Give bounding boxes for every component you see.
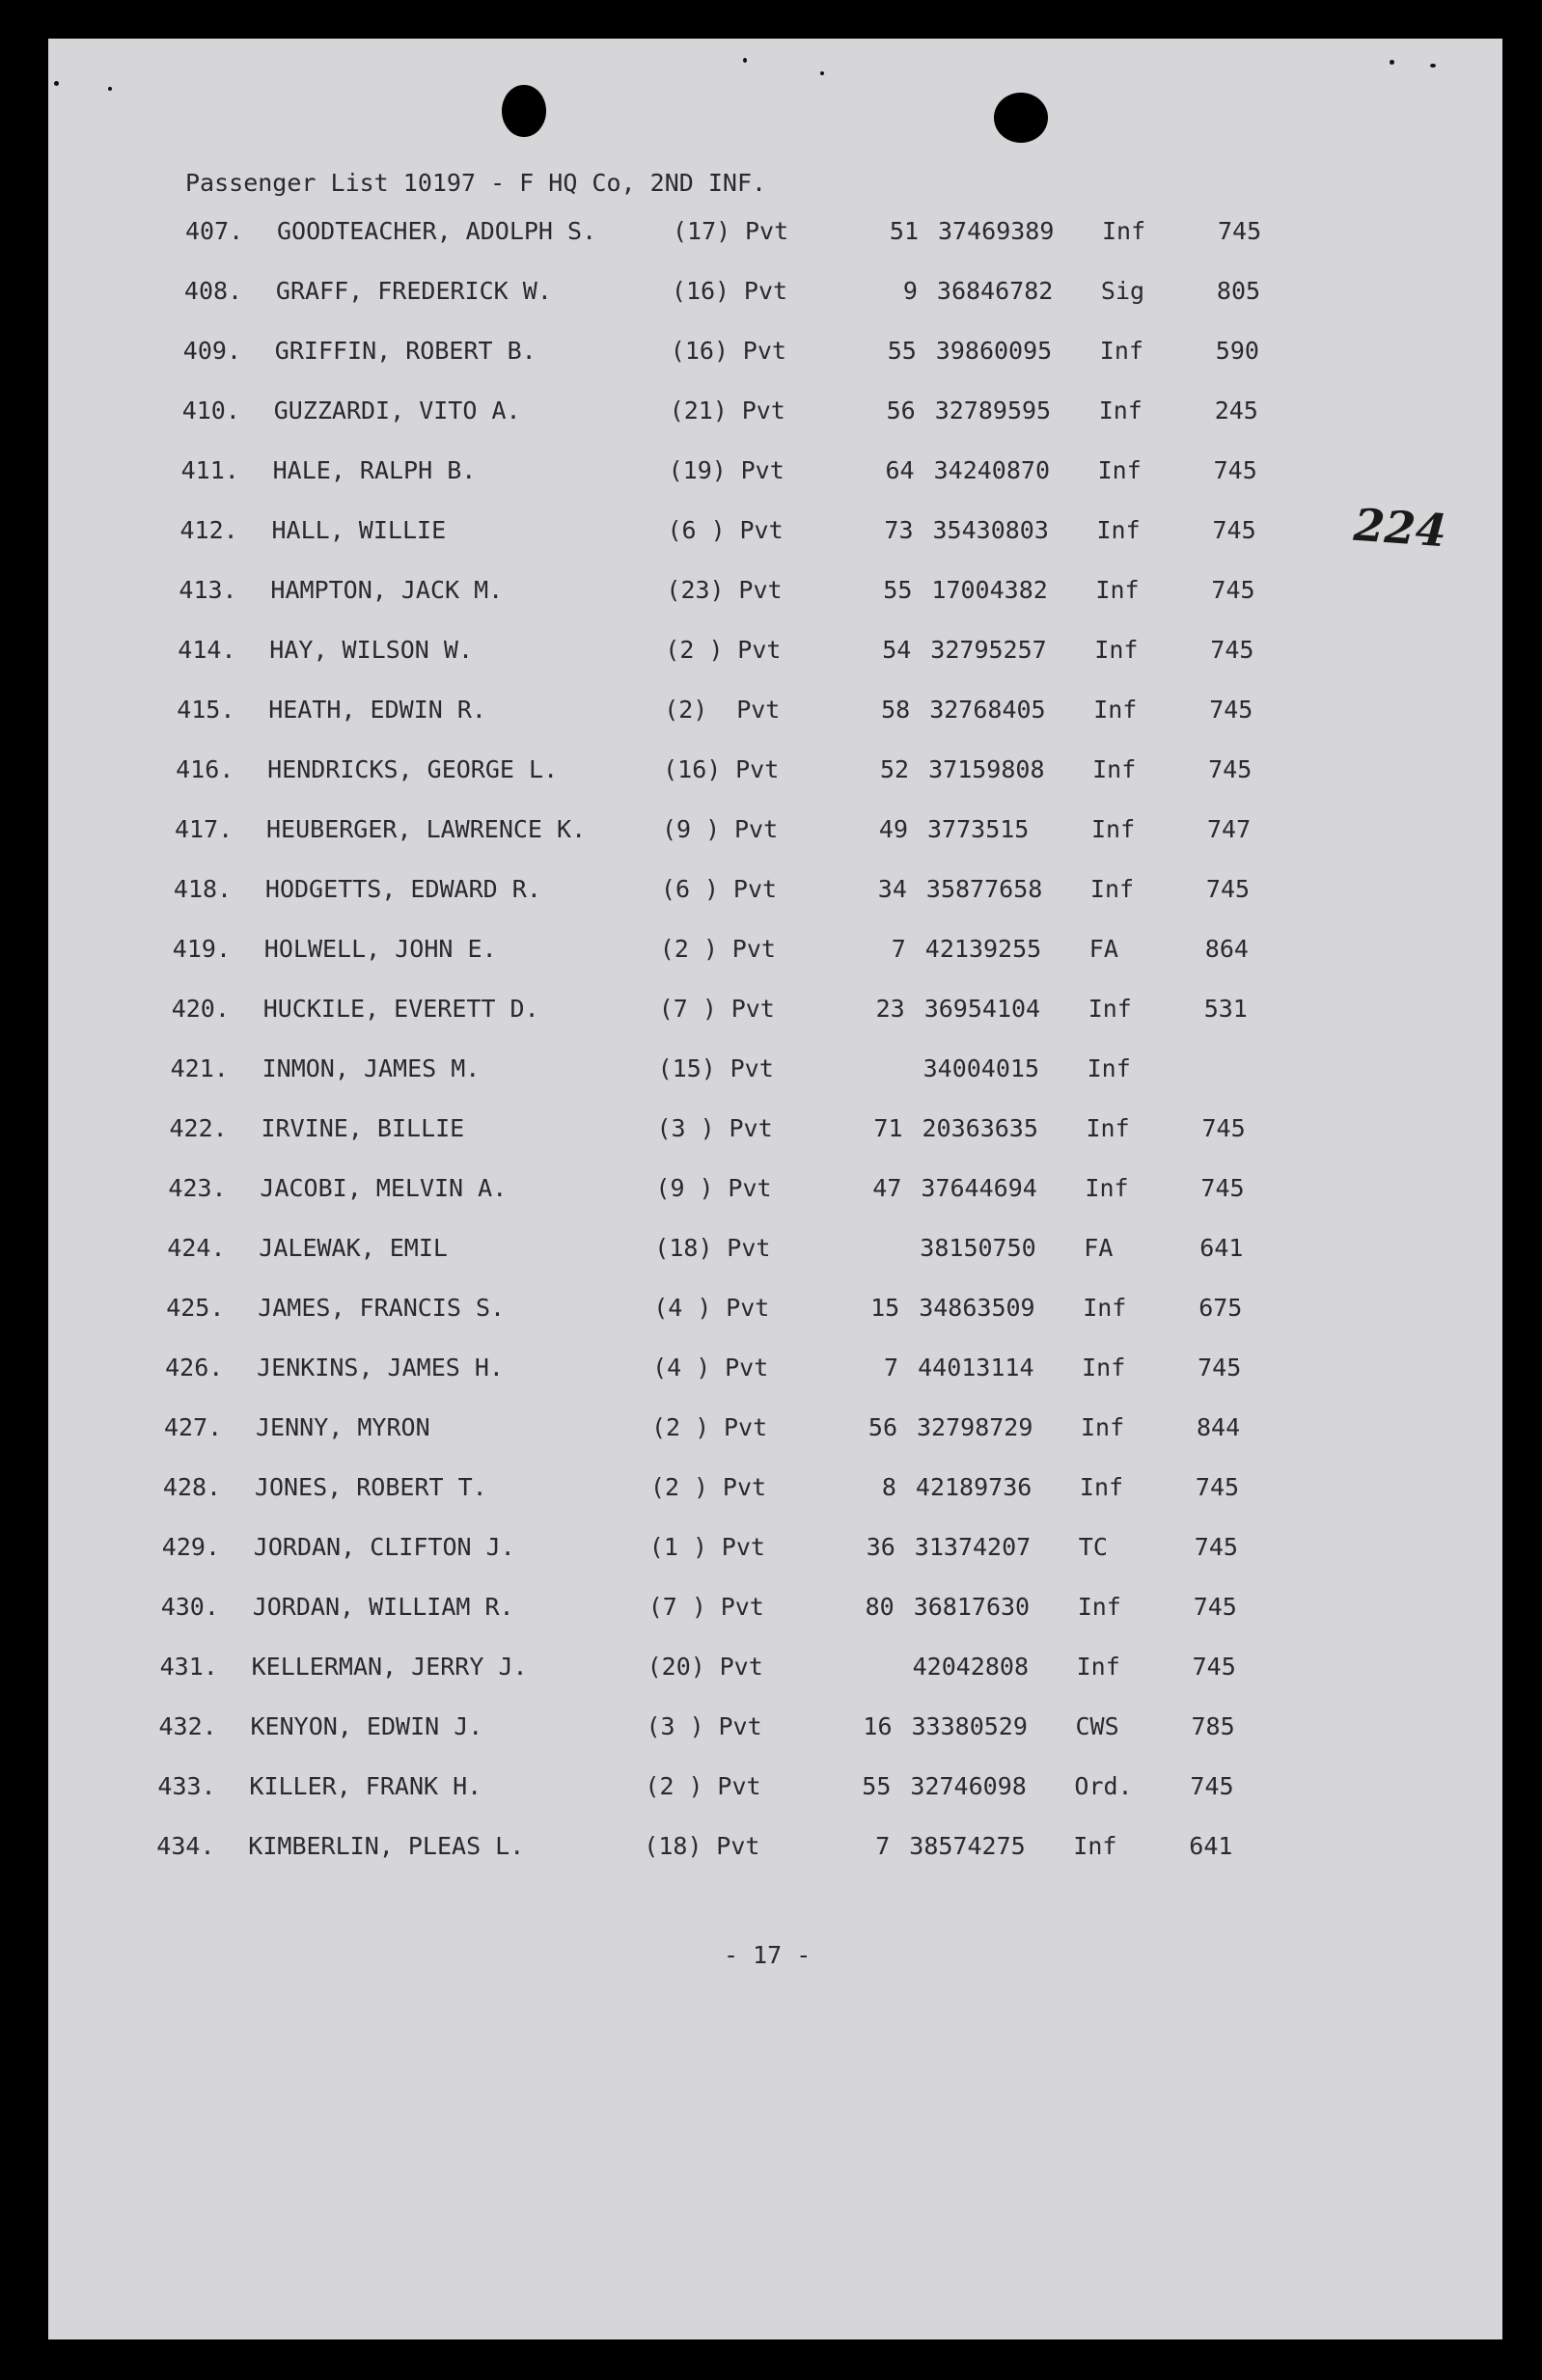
cell-seq: 51 bbox=[889, 217, 919, 245]
page-stamp: 224 bbox=[1352, 498, 1448, 558]
cell-grp: (19) bbox=[668, 456, 727, 484]
cell-name: JACOBI, MELVIN A. bbox=[260, 1174, 508, 1202]
cell-grp: (21) bbox=[669, 397, 728, 424]
cell-rank: Pvt bbox=[741, 397, 785, 424]
table-row bbox=[172, 995, 1502, 1033]
cell-grp: (1 ) bbox=[648, 1533, 708, 1561]
cell-rank: Pvt bbox=[719, 1653, 763, 1681]
table-row bbox=[163, 1473, 1502, 1512]
cell-seq: 16 bbox=[863, 1712, 893, 1740]
cell-grp: (23) bbox=[666, 576, 725, 604]
cell-serial: 32789595 bbox=[934, 397, 1052, 424]
table-row bbox=[181, 456, 1502, 495]
cell-rank: Pvt bbox=[739, 516, 784, 544]
cell-no: 410. bbox=[181, 397, 240, 424]
cell-no: 423. bbox=[168, 1174, 227, 1202]
cell-rank: Pvt bbox=[745, 217, 789, 245]
cell-rank: Pvt bbox=[716, 1832, 760, 1860]
cell-arm: Inf bbox=[1077, 1593, 1121, 1621]
cell-grp: (20) bbox=[647, 1653, 705, 1681]
table-row bbox=[171, 1054, 1502, 1093]
cell-seq: 64 bbox=[885, 456, 915, 484]
cell-rank: Pvt bbox=[730, 995, 775, 1023]
cell-code: 785 bbox=[1191, 1712, 1235, 1740]
cell-no: 408. bbox=[183, 277, 243, 305]
cell-arm: Inf bbox=[1092, 755, 1137, 783]
cell-name: JENKINS, JAMES H. bbox=[257, 1354, 504, 1381]
cell-no: 421. bbox=[170, 1054, 229, 1082]
cell-rank: Pvt bbox=[735, 755, 780, 783]
cell-serial: 3773515 bbox=[927, 815, 1030, 843]
cell-name: HAY, WILSON W. bbox=[269, 636, 474, 664]
cell-rank: Pvt bbox=[729, 1114, 773, 1142]
cell-serial: 17004382 bbox=[931, 576, 1048, 604]
cell-grp: (18) bbox=[654, 1234, 713, 1262]
table-row bbox=[168, 1174, 1502, 1213]
cell-seq: 55 bbox=[862, 1772, 892, 1800]
cell-no: 407. bbox=[185, 217, 244, 245]
table-row bbox=[174, 875, 1502, 914]
cell-seq: 56 bbox=[867, 1413, 897, 1441]
cell-seq: 49 bbox=[878, 815, 908, 843]
cell-seq: 56 bbox=[886, 397, 916, 424]
cell-seq: 36 bbox=[866, 1533, 895, 1561]
cell-grp: (4 ) bbox=[652, 1354, 711, 1381]
cell-code: 745 bbox=[1211, 576, 1255, 604]
cell-code: 531 bbox=[1203, 995, 1248, 1023]
cell-seq: 58 bbox=[881, 696, 911, 724]
cell-seq: 9 bbox=[902, 277, 918, 305]
table-row bbox=[175, 815, 1502, 854]
cell-grp: (2 ) bbox=[665, 636, 724, 664]
cell-serial: 44013114 bbox=[918, 1354, 1034, 1381]
cell-name: JAMES, FRANCIS S. bbox=[258, 1294, 506, 1322]
cell-no: 416. bbox=[176, 755, 234, 783]
table-row bbox=[170, 1114, 1503, 1153]
cell-arm: Inf bbox=[1076, 1653, 1120, 1681]
cell-arm: Inf bbox=[1094, 636, 1139, 664]
cell-grp: (9 ) bbox=[655, 1174, 714, 1202]
cell-code: 590 bbox=[1215, 337, 1259, 365]
cell-no: 428. bbox=[162, 1473, 222, 1501]
cell-arm: Inf bbox=[1102, 217, 1146, 245]
cell-serial: 42189736 bbox=[915, 1473, 1033, 1501]
cell-rank: Pvt bbox=[725, 1354, 769, 1381]
cell-grp: (16) bbox=[670, 337, 730, 365]
cell-arm: CWS bbox=[1075, 1712, 1119, 1740]
cell-seq: 73 bbox=[884, 516, 914, 544]
table-row bbox=[182, 397, 1502, 435]
cell-arm: Inf bbox=[1099, 337, 1143, 365]
cell-grp: (4 ) bbox=[653, 1294, 712, 1322]
cell-code: 641 bbox=[1199, 1234, 1244, 1262]
cell-code: 245 bbox=[1214, 397, 1258, 424]
table-row bbox=[184, 277, 1502, 315]
cell-arm: Inf bbox=[1093, 696, 1138, 724]
list-header: Passenger List 10197 - F HQ Co, 2ND INF. bbox=[185, 169, 767, 197]
page-number: - 17 - bbox=[724, 1941, 812, 1969]
cell-grp: (3 ) bbox=[646, 1712, 704, 1740]
cell-arm: Inf bbox=[1087, 1054, 1131, 1082]
cell-no: 422. bbox=[169, 1114, 228, 1142]
cell-arm: Inf bbox=[1085, 1174, 1129, 1202]
cell-grp: (7 ) bbox=[658, 995, 717, 1023]
table-row bbox=[183, 337, 1502, 375]
cell-code: 747 bbox=[1207, 815, 1252, 843]
cell-grp: (9 ) bbox=[662, 815, 721, 843]
cell-arm: Inf bbox=[1097, 456, 1142, 484]
cell-no: 418. bbox=[173, 875, 233, 903]
cell-rank: Pvt bbox=[720, 1593, 764, 1621]
table-row bbox=[178, 636, 1502, 674]
table-row bbox=[179, 576, 1502, 615]
cell-code: 745 bbox=[1213, 456, 1257, 484]
cell-code: 745 bbox=[1190, 1772, 1234, 1800]
cell-code: 745 bbox=[1205, 875, 1251, 903]
cell-grp: (7 ) bbox=[647, 1593, 706, 1621]
cell-arm: Inf bbox=[1086, 1114, 1130, 1142]
cell-name: KIMBERLIN, PLEAS L. bbox=[248, 1832, 525, 1860]
cell-name: HALL, WILLIE bbox=[271, 516, 447, 544]
cell-grp: (3 ) bbox=[656, 1114, 715, 1142]
cell-rank: Pvt bbox=[728, 1174, 772, 1202]
table-row bbox=[176, 755, 1502, 794]
cell-arm: Inf bbox=[1081, 1413, 1125, 1441]
cell-arm: Inf bbox=[1096, 516, 1141, 544]
cell-arm: Inf bbox=[1082, 1354, 1126, 1381]
cell-serial: 37644694 bbox=[921, 1174, 1037, 1202]
cell-serial: 42139255 bbox=[924, 935, 1042, 963]
cell-serial: 35877658 bbox=[925, 875, 1043, 903]
cell-serial: 34863509 bbox=[919, 1294, 1035, 1322]
cell-code: 745 bbox=[1195, 1473, 1240, 1501]
cell-no: 434. bbox=[156, 1832, 215, 1860]
table-row bbox=[161, 1593, 1502, 1631]
cell-grp: (2 ) bbox=[659, 935, 719, 963]
cell-arm: FA bbox=[1088, 935, 1118, 963]
cell-seq: 54 bbox=[882, 636, 912, 664]
cell-serial: 35430803 bbox=[932, 516, 1049, 544]
cell-rank: Pvt bbox=[742, 337, 786, 365]
cell-code: 864 bbox=[1204, 935, 1249, 963]
cell-serial: 38150750 bbox=[920, 1234, 1036, 1262]
cell-grp: (6 ) bbox=[667, 516, 726, 544]
cell-grp: (16) bbox=[671, 277, 730, 305]
cell-rank: Pvt bbox=[718, 1712, 762, 1740]
cell-serial: 38574275 bbox=[909, 1832, 1026, 1860]
cell-serial: 31374207 bbox=[914, 1533, 1032, 1561]
cell-code: 745 bbox=[1210, 636, 1254, 664]
cell-no: 432. bbox=[158, 1712, 217, 1740]
table-row bbox=[173, 935, 1502, 973]
cell-code: 745 bbox=[1218, 217, 1262, 245]
cell-arm: Inf bbox=[1091, 815, 1136, 843]
cell-code: 805 bbox=[1216, 277, 1261, 305]
cell-rank: Pvt bbox=[717, 1772, 761, 1800]
table-row bbox=[180, 516, 1503, 555]
cell-grp: (16) bbox=[663, 755, 722, 783]
cell-seq: 55 bbox=[887, 337, 917, 365]
table-row bbox=[157, 1772, 1502, 1811]
cell-grp: (17) bbox=[673, 217, 731, 245]
document-page bbox=[48, 39, 1502, 2339]
table-row bbox=[164, 1413, 1502, 1452]
cell-serial: 34240870 bbox=[933, 456, 1051, 484]
cell-seq: 80 bbox=[865, 1593, 895, 1621]
cell-arm: Inf bbox=[1089, 875, 1135, 903]
cell-no: 427. bbox=[164, 1413, 223, 1441]
cell-no: 419. bbox=[172, 935, 232, 963]
cell-serial: 36846782 bbox=[936, 277, 1054, 305]
cell-arm: FA bbox=[1084, 1234, 1114, 1262]
cell-grp: (2 ) bbox=[651, 1413, 710, 1441]
cell-rank: Pvt bbox=[736, 696, 781, 724]
cell-name: HUCKILE, EVERETT D. bbox=[262, 995, 539, 1023]
cell-code: 844 bbox=[1197, 1413, 1241, 1441]
cell-serial: 36817630 bbox=[913, 1593, 1031, 1621]
cell-arm: Inf bbox=[1095, 576, 1140, 604]
table-row bbox=[160, 1653, 1502, 1691]
cell-no: 414. bbox=[178, 636, 236, 664]
cell-grp: (6 ) bbox=[660, 875, 720, 903]
cell-code: 745 bbox=[1192, 1653, 1236, 1681]
cell-no: 412. bbox=[179, 516, 238, 544]
cell-rank: Pvt bbox=[727, 1234, 771, 1262]
cell-no: 409. bbox=[182, 337, 242, 365]
cell-name: HODGETTS, EDWARD R. bbox=[264, 875, 541, 903]
cell-no: 420. bbox=[171, 995, 230, 1023]
cell-name: HAMPTON, JACK M. bbox=[270, 576, 504, 604]
table-row bbox=[165, 1354, 1502, 1392]
cell-code: 745 bbox=[1198, 1354, 1242, 1381]
cell-serial: 36954104 bbox=[923, 995, 1041, 1023]
cell-name: GRIFFIN, ROBERT B. bbox=[274, 337, 537, 365]
cell-serial: 39860095 bbox=[935, 337, 1053, 365]
cell-name: HOLWELL, JOHN E. bbox=[263, 935, 497, 963]
passenger-roster bbox=[48, 39, 1502, 2339]
cell-code: 745 bbox=[1194, 1533, 1238, 1561]
cell-arm: Ord. bbox=[1074, 1772, 1133, 1800]
cell-code: 745 bbox=[1209, 696, 1253, 724]
cell-code: 745 bbox=[1212, 516, 1256, 544]
cell-name: GUZZARDI, VITO A. bbox=[273, 397, 521, 424]
cell-name: HEUBERGER, LAWRENCE K. bbox=[266, 815, 587, 843]
cell-serial: 32798729 bbox=[917, 1413, 1033, 1441]
cell-name: JALEWAK, EMIL bbox=[259, 1234, 448, 1262]
table-row bbox=[159, 1712, 1503, 1751]
cell-arm: Inf bbox=[1083, 1294, 1127, 1322]
cell-name: GRAFF, FREDERICK W. bbox=[275, 277, 552, 305]
cell-arm: Inf bbox=[1088, 995, 1132, 1023]
cell-seq: 71 bbox=[873, 1114, 903, 1142]
cell-name: KELLERMAN, JERRY J. bbox=[251, 1653, 528, 1681]
cell-name: HALE, RALPH B. bbox=[272, 456, 477, 484]
cell-name: GOODTEACHER, ADOLPH S. bbox=[277, 217, 597, 245]
cell-name: JORDAN, CLIFTON J. bbox=[253, 1533, 515, 1561]
cell-name: INMON, JAMES M. bbox=[262, 1054, 481, 1082]
cell-serial: 33380529 bbox=[911, 1712, 1028, 1740]
cell-grp: (18) bbox=[644, 1832, 702, 1860]
cell-rank: Pvt bbox=[732, 875, 778, 903]
cell-serial: 32795257 bbox=[930, 636, 1047, 664]
cell-rank: Pvt bbox=[738, 576, 783, 604]
cell-no: 431. bbox=[159, 1653, 218, 1681]
cell-no: 424. bbox=[167, 1234, 226, 1262]
table-row bbox=[185, 217, 1502, 256]
cell-serial: 20363635 bbox=[922, 1114, 1038, 1142]
cell-rank: Pvt bbox=[731, 935, 776, 963]
cell-seq: 52 bbox=[879, 755, 910, 783]
cell-name: KENYON, EDWIN J. bbox=[250, 1712, 483, 1740]
table-row bbox=[177, 696, 1502, 734]
cell-rank: Pvt bbox=[724, 1413, 768, 1441]
cell-rank: Pvt bbox=[730, 1054, 774, 1082]
cell-seq: 7 bbox=[875, 1832, 891, 1860]
cell-code: 745 bbox=[1201, 1114, 1246, 1142]
cell-arm: TC bbox=[1078, 1533, 1108, 1561]
cell-rank: Pvt bbox=[737, 636, 782, 664]
cell-code: 745 bbox=[1208, 755, 1253, 783]
cell-arm: Inf bbox=[1079, 1473, 1124, 1501]
cell-no: 433. bbox=[157, 1772, 216, 1800]
cell-seq: 15 bbox=[870, 1294, 900, 1322]
cell-code: 641 bbox=[1189, 1832, 1233, 1860]
cell-name: HEATH, EDWIN R. bbox=[268, 696, 486, 724]
cell-no: 430. bbox=[160, 1593, 219, 1621]
cell-grp: (15) bbox=[657, 1054, 716, 1082]
cell-arm: Inf bbox=[1098, 397, 1143, 424]
cell-name: KILLER, FRANK H. bbox=[249, 1772, 482, 1800]
cell-seq: 23 bbox=[875, 995, 905, 1023]
cell-serial: 34004015 bbox=[922, 1054, 1040, 1082]
table-row bbox=[162, 1533, 1502, 1572]
cell-serial: 37159808 bbox=[928, 755, 1045, 783]
cell-seq: 8 bbox=[881, 1473, 896, 1501]
cell-no: 426. bbox=[165, 1354, 224, 1381]
table-row bbox=[167, 1234, 1502, 1272]
cell-seq: 55 bbox=[883, 576, 913, 604]
cell-code: 675 bbox=[1198, 1294, 1243, 1322]
cell-no: 417. bbox=[175, 815, 234, 843]
cell-arm: Inf bbox=[1073, 1832, 1117, 1860]
cell-no: 411. bbox=[180, 456, 239, 484]
cell-rank: Pvt bbox=[734, 815, 779, 843]
cell-rank: Pvt bbox=[743, 277, 788, 305]
cell-arm: Sig bbox=[1100, 277, 1145, 305]
cell-name: IRVINE, BILLIE bbox=[261, 1114, 465, 1142]
cell-code: 745 bbox=[1200, 1174, 1245, 1202]
cell-serial: 32768405 bbox=[929, 696, 1046, 724]
cell-grp: (2) bbox=[664, 696, 708, 724]
cell-name: JORDAN, WILLIAM R. bbox=[252, 1593, 514, 1621]
cell-serial: 42042808 bbox=[912, 1653, 1030, 1681]
cell-rank: Pvt bbox=[726, 1294, 770, 1322]
table-row bbox=[156, 1832, 1502, 1871]
cell-seq: 7 bbox=[884, 1354, 899, 1381]
cell-seq: 7 bbox=[891, 935, 906, 963]
cell-grp: (2 ) bbox=[649, 1473, 709, 1501]
cell-serial: 37469389 bbox=[938, 217, 1055, 245]
cell-seq: 34 bbox=[877, 875, 907, 903]
cell-seq: 47 bbox=[872, 1174, 902, 1202]
cell-name: HENDRICKS, GEORGE L. bbox=[267, 755, 559, 783]
cell-code: 745 bbox=[1193, 1593, 1237, 1621]
cell-no: 425. bbox=[166, 1294, 225, 1322]
cell-grp: (2 ) bbox=[645, 1772, 703, 1800]
cell-serial: 32746098 bbox=[910, 1772, 1027, 1800]
cell-rank: Pvt bbox=[721, 1533, 765, 1561]
cell-no: 413. bbox=[179, 576, 237, 604]
cell-name: JONES, ROBERT T. bbox=[254, 1473, 487, 1501]
cell-no: 415. bbox=[177, 696, 235, 724]
cell-name: JENNY, MYRON bbox=[256, 1413, 430, 1441]
table-row bbox=[166, 1294, 1502, 1332]
cell-rank: Pvt bbox=[740, 456, 785, 484]
cell-no: 429. bbox=[161, 1533, 221, 1561]
cell-rank: Pvt bbox=[722, 1473, 767, 1501]
